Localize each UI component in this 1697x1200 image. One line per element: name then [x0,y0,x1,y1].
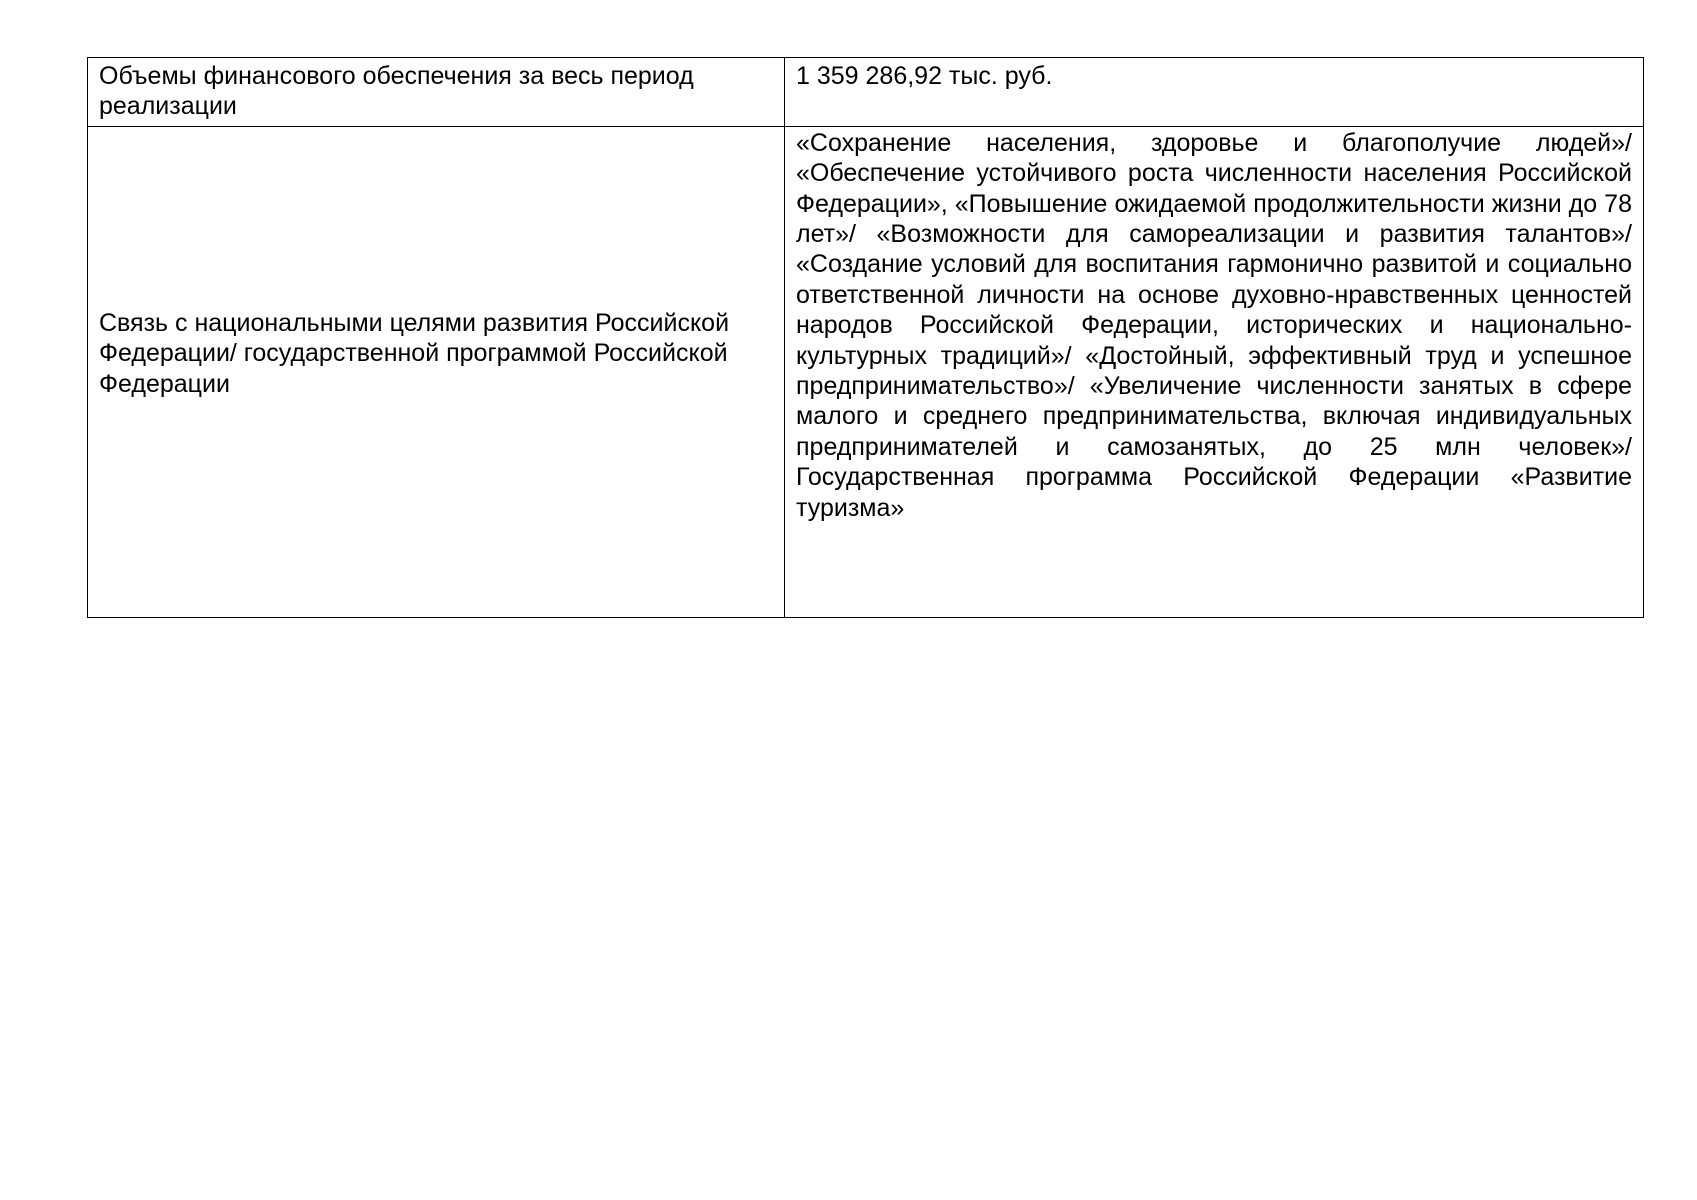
funding-label-cell: Объемы финансового обеспечения за весь период реализации [88,58,785,127]
national-goals-value-cell: «Сохранение населения, здоровье и благополучие людей»/ «Обеспечение устойчивого роста численности населения Российской Федерации», «Повышение ожидаемой продолжительности жизни до 78 лет»/ «Возможности для самореализации и развития талантов»/ «Создание условий для воспитания гармонично развитой и социально ответственной личности на основе духовно-нравственных ценностей народов Российской Федерации, исторических и национально-культурных традиций»/ «Достойный, эффективный труд и успешное предпринимательство»/ «Увеличение численности занятых в сфере малого и среднего предпринимательства, включая индивидуальных предпринимателей и самозанятых, до 25 млн человек»/ Государственная программа Российской Федерации «Развитие туризма» [785,126,1644,617]
passport-table [87,57,1644,618]
table-row [88,58,1644,127]
national-goals-label-cell: Связь с национальными целями развития Российской Федерации/ государственной программой Российской Федерации [88,126,785,617]
funding-value-cell: 1 359 286,92 тыс. руб. [785,58,1644,127]
table-row [88,126,1644,617]
